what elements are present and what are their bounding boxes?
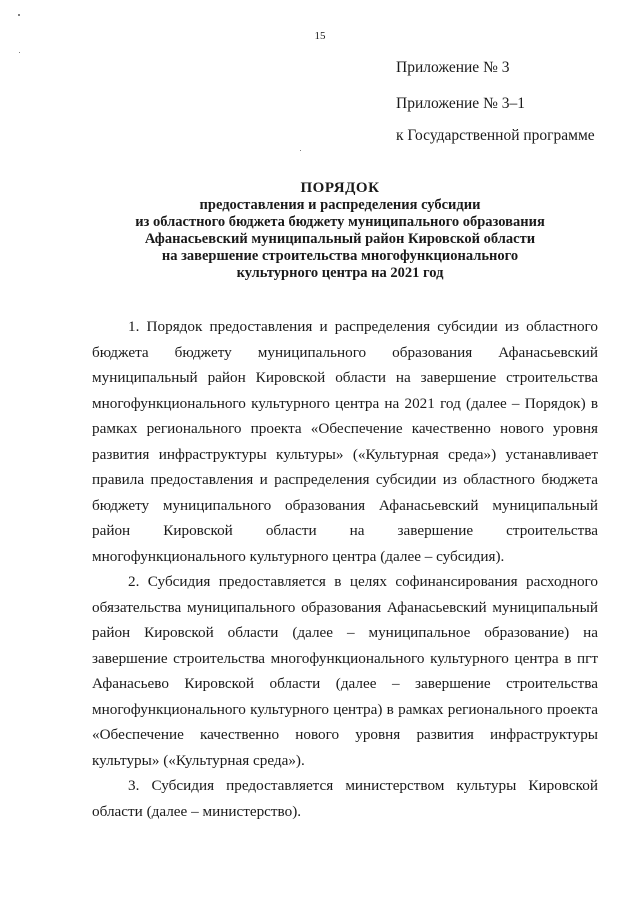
title-main: ПОРЯДОК — [300, 180, 380, 196]
appendix-label-program: к Государственной программе — [396, 127, 595, 144]
document-title — [60, 180, 620, 282]
paragraph-3: 3. Субсидия предоставляется министерством культуры Кировской области (далее – министерство). — [92, 777, 598, 820]
title-line: Афанасьевский муниципальный район Кировской области — [144, 231, 536, 247]
title-line: культурного центра на 2021 год — [236, 265, 444, 281]
paragraph-2: 2. Субсидия предоставляется в целях софинансирования расходного обязательства муниципального образования Афанасьевский муниципальный район Кировской области (далее – муниципальное образование) на завершение строительства многофункционального культурного центра в пгт Афанасьево Кировской области (далее – завершение строительства многофункционального культурного центра) в рамках регионального проекта «Обеспечение качественно нового уровня развития инфраструктуры культуры» («Культурная среда»). — [92, 573, 598, 769]
paragraph-1: 1. Порядок предоставления и распределения субсидии из областного бюджета бюджету муниципального образования Афанасьевский муниципальный район Кировской области на завершение строительства многофункционального культурного центра на 2021 год (далее – Порядок) в рамках регионального проекта «Обеспечение качественно нового уровня развития инфраструктуры культуры» («Культурная среда») устанавливает правила предоставления и распределения субсидии из областного бюджета бюджету муниципального образования Афанасьевский муниципальный район Кировской области на завершение строительства многофункционального культурного центра (далее – субсидия). — [92, 318, 598, 565]
scan-speck — [19, 52, 20, 53]
scan-speck — [300, 150, 301, 151]
title-line: на завершение строительства многофункционального — [161, 248, 519, 264]
title-line: предоставления и распределения субсидии — [199, 197, 481, 213]
title-line: из областного бюджета бюджету муниципального образования — [135, 214, 545, 230]
appendix-label-1: Приложение № 3 — [396, 59, 510, 76]
scan-speck — [18, 14, 20, 16]
page-number: 15 — [314, 30, 326, 42]
appendix-label-2: Приложение № 3–1 — [396, 95, 525, 112]
document-body — [92, 314, 598, 824]
